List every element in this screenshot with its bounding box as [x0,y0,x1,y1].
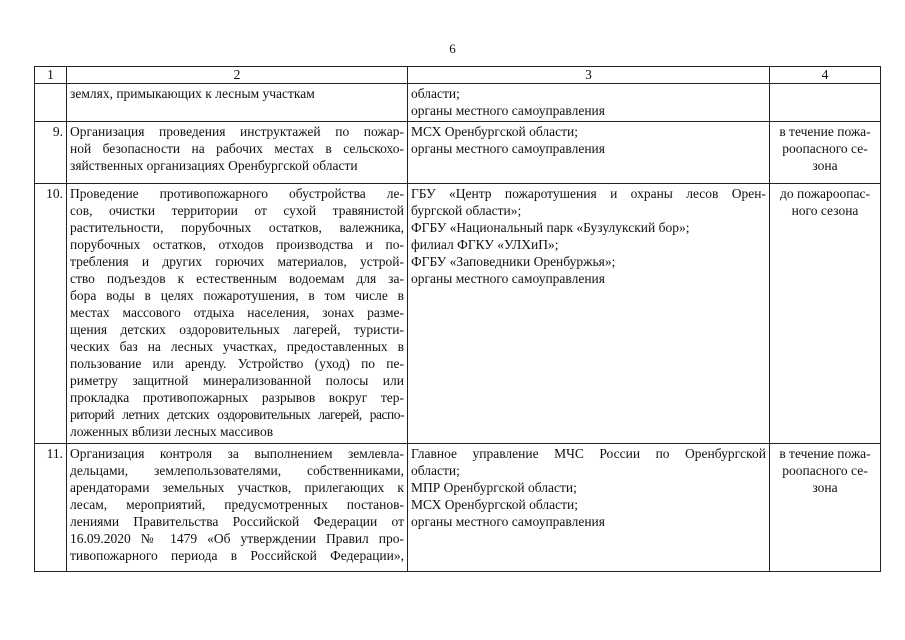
column-header-3: 3 [408,67,770,84]
task-line: растительности, порубочных остатков, валежника, [70,220,404,235]
deadline-line: в течение пожа- [779,446,871,461]
task-cell [67,444,408,572]
task-cell [67,84,408,122]
task-line: риметру защитной минерализованной полосы или [70,373,404,388]
responsible-cell [408,444,770,572]
page-number: 6 [449,41,456,56]
task-cell [67,122,408,184]
table-row-continued [35,84,881,122]
responsible-line: органы местного самоуправления [411,514,605,529]
responsible-line: МПР Оренбургской области; [411,480,577,495]
task-cell [67,184,408,444]
responsible-cell [408,122,770,184]
row-number: 11. [35,444,67,572]
column-header-4: 4 [770,67,881,84]
table-row-11 [35,444,881,572]
task-line: бора воды в целях пожаротушения, в том числе в [70,288,404,303]
row-number: 10. [35,184,67,444]
deadline-line: в течение пожа- [779,124,871,139]
task-line: лесам, мероприятий, предусмотренных постанов- [70,497,404,512]
row-number [35,84,67,122]
deadline-line: роопасного се- [782,463,868,478]
responsible-line: ФГБУ «Национальный парк «Бузулукский бор»; [411,220,690,235]
deadline-line: ного сезона [791,203,859,218]
column-header-2: 2 [67,67,408,84]
deadline-cell [770,184,881,444]
task-line: лениями Правительства Российской Федерации от [70,514,404,529]
task-line: арендаторами земельных участков, прилегающих к [70,480,404,495]
task-line: ной безопасности на рабочих местах в сельскохо- [70,141,404,156]
responsible-cell [408,84,770,122]
deadline-line: до пожароопас- [780,186,870,201]
table-header-row [35,67,881,84]
task-line: 16.09.2020 № 1479 «Об утверждении Правил про- [70,531,404,546]
column-header-1: 1 [35,67,67,84]
task-line: прокладка противопожарных разрывов вокруг тер- [70,390,404,405]
task-line: местах массового отдыха населения, зонах разме- [70,305,404,320]
responsible-line: филиал ФГКУ «УЛХиП»; [411,237,559,252]
table-row-9 [35,122,881,184]
task-line: Проведение противопожарного обустройства ле- [70,186,404,201]
task-line: ложенных вблизи лесных массивов [70,424,274,439]
responsible-line: ФГБУ «Заповедники Оренбуржья»; [411,254,616,269]
responsible-line: ГБУ «Центр пожаротушения и охраны лесов Орен- [411,186,766,201]
deadline-cell [770,444,881,572]
responsible-line: Главное управление МЧС России по Оренбургской [411,446,766,461]
task-line: тивопожарного периода в Российской Федерации», [70,548,404,563]
measures-table [34,66,881,572]
deadline-cell [770,122,881,184]
task-line: щения детских оздоровительных лагерей, туристи- [70,322,404,337]
task-line: сов, очистки территории от сухой травянистой [70,203,404,218]
deadline-cell [770,84,881,122]
task-line: порубочных остатков, отходов производства и по- [70,237,404,252]
task-line: требления и других горючих материалов, устрой- [70,254,404,269]
task-line: ческих баз на лесных участках, предоставленных в [70,339,404,354]
deadline-line: зона [812,158,838,173]
task-line: землях, примыкающих к лесным участкам [70,86,315,101]
task-line: дельцами, землепользователями, собственниками, [70,463,404,478]
responsible-line: органы местного самоуправления [411,141,605,156]
responsible-cell [408,184,770,444]
deadline-line: роопасного се- [782,141,868,156]
task-line: риторий летних детских оздоровительных лагерей, распо- [70,407,404,422]
task-line: Организация контроля за выполнением землевла- [70,446,404,461]
responsible-line: бургской области»; [411,203,522,218]
deadline-line: зона [812,480,838,495]
responsible-line: МСХ Оренбургской области; [411,124,578,139]
row-number: 9. [35,122,67,184]
responsible-line: области; [411,86,460,101]
responsible-line: органы местного самоуправления [411,271,605,286]
responsible-line: МСХ Оренбургской области; [411,497,578,512]
task-line: пользование или аренду. Устройство (уход) по пе- [70,356,404,371]
responsible-line: органы местного самоуправления [411,103,605,118]
task-line: зяйственных организациях Оренбургской области [70,158,358,173]
responsible-line: области; [411,463,460,478]
task-line: ство подъездов к естественным водоемам для за- [70,271,404,286]
task-line: Организация проведения инструктажей по пожар- [70,124,404,139]
table-row-10 [35,184,881,444]
